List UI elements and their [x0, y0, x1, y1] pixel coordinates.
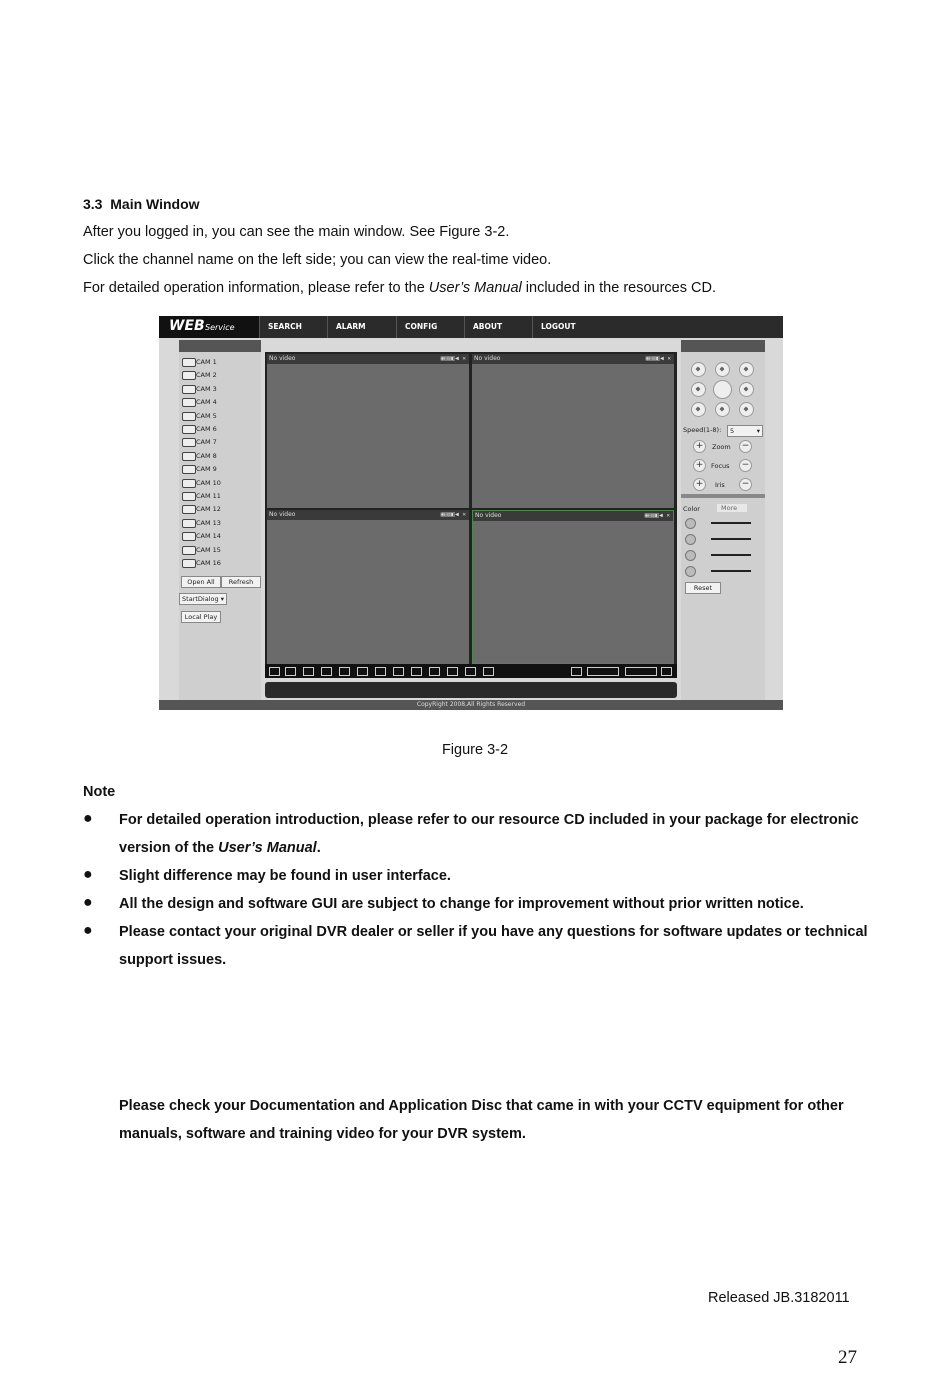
section-heading	[83, 196, 200, 212]
start-dialog-select[interactable]	[179, 593, 227, 605]
camera-list-item[interactable]	[179, 383, 259, 395]
camera-list-item[interactable]	[179, 436, 259, 448]
contrast-slider[interactable]	[711, 538, 751, 540]
layout-25-icon[interactable]	[465, 667, 476, 676]
ptz-up-icon[interactable]	[715, 362, 730, 377]
bullet-icon: ●	[83, 894, 93, 911]
camera-label: CAM 10	[196, 478, 221, 487]
hue-icon	[685, 566, 696, 577]
camera-icon	[182, 532, 196, 541]
no-video-label: No video	[269, 355, 296, 362]
camera-list-item[interactable]	[179, 410, 259, 422]
toolbar-icon[interactable]	[571, 667, 582, 676]
ptz-up-right-icon[interactable]	[739, 362, 754, 377]
chevron-down-icon: ▾	[220, 595, 224, 603]
camera-icon	[182, 519, 196, 528]
no-video-label: No video	[475, 512, 502, 519]
ptz-down-right-icon[interactable]	[739, 402, 754, 417]
ptz-right-icon[interactable]	[739, 382, 754, 397]
layout-13-icon[interactable]	[411, 667, 422, 676]
camera-icon	[182, 465, 196, 474]
web-service-logo	[159, 316, 259, 338]
camera-label: CAM 9	[196, 465, 217, 474]
camera-label: CAM 1	[196, 358, 217, 366]
saturation-icon	[685, 550, 696, 561]
section-title: Main Window	[110, 196, 200, 212]
paragraph-3-text: For detailed operation information, please refer to the	[83, 280, 429, 296]
channel-panel	[179, 340, 261, 700]
camera-list-item[interactable]	[179, 490, 259, 502]
menu-config[interactable]: CONFIG	[396, 316, 464, 338]
camera-label: CAM 11	[196, 492, 221, 500]
note-bullet-1-tail: .	[316, 840, 321, 856]
camera-label: CAM 7	[196, 438, 217, 447]
layout-20-icon[interactable]	[447, 667, 458, 676]
camera-icon	[182, 438, 196, 447]
logo-word: WEB	[169, 318, 205, 334]
release-code: Released JB.3182011	[708, 1290, 850, 1306]
layout-16-icon[interactable]	[429, 667, 440, 676]
speed-label: Speed(1-8):	[683, 426, 722, 434]
figure-caption: Figure 3-2	[441, 742, 509, 758]
menu-search[interactable]: SEARCH	[259, 316, 327, 338]
ptz-down-left-icon[interactable]	[691, 402, 706, 417]
pane-controls-icon[interactable]: ▣▤▥◧◀ ✕	[644, 512, 670, 519]
camera-list-item[interactable]	[179, 477, 259, 489]
ptz-panel	[681, 340, 765, 700]
camera-label: CAM 8	[196, 451, 217, 460]
page-number: 27	[838, 1347, 857, 1368]
speed-select[interactable]	[727, 425, 763, 437]
quality-select-icon[interactable]	[625, 667, 657, 676]
iris-close-icon[interactable]: −	[739, 478, 752, 491]
bullet-icon: ●	[83, 922, 93, 939]
reset-button[interactable]: Reset	[685, 582, 721, 594]
manual-title: User’s Manual	[218, 840, 317, 856]
video-pane-3[interactable]	[267, 510, 469, 664]
camera-icon	[182, 358, 196, 367]
camera-list-item[interactable]	[179, 356, 259, 368]
ptz-center-icon[interactable]	[713, 380, 732, 399]
camera-icon	[182, 412, 196, 421]
camera-list-item[interactable]	[179, 557, 259, 569]
camera-list-item[interactable]	[179, 423, 259, 435]
video-pane-bar	[473, 511, 673, 521]
hue-slider[interactable]	[711, 570, 751, 572]
camera-list-item[interactable]	[179, 517, 259, 529]
zoom-in-icon[interactable]: +	[693, 440, 706, 453]
camera-label: CAM 15	[196, 545, 221, 554]
note-heading: Note	[83, 784, 116, 800]
focus-out-icon[interactable]: −	[739, 459, 752, 472]
paragraph-2: Click the channel name on the left side; you can view the real-time video.	[83, 252, 552, 268]
pane-controls-icon[interactable]: ▣▤▥◧◀ ✕	[440, 511, 466, 518]
toolbar-icon[interactable]	[269, 667, 280, 676]
chevron-down-icon: ▾	[756, 427, 760, 435]
layout-1-icon[interactable]	[321, 667, 332, 676]
divider	[681, 494, 765, 498]
camera-icon	[182, 398, 196, 407]
camera-icon	[182, 425, 196, 434]
camera-label: CAM 6	[196, 425, 217, 433]
video-pane-bar	[472, 354, 674, 364]
camera-label: CAM 12	[196, 505, 221, 514]
refresh-button[interactable]: Refresh	[221, 576, 261, 588]
camera-label: CAM 13	[196, 518, 221, 527]
stream-select-icon[interactable]	[587, 667, 619, 676]
camera-list-item[interactable]	[179, 450, 259, 462]
camera-list-item[interactable]	[179, 530, 259, 542]
focus-label: Focus	[711, 462, 730, 470]
ptz-left-icon[interactable]	[691, 382, 706, 397]
logo-sub: Service	[205, 323, 235, 332]
camera-icon	[182, 452, 196, 461]
start-dialog-label: StartDialog	[182, 595, 219, 603]
camera-icon	[182, 559, 196, 568]
camera-icon	[182, 505, 196, 514]
camera-icon	[182, 492, 196, 501]
speed-value: 5	[730, 427, 735, 435]
section-number: 3.3	[83, 196, 103, 212]
camera-icon	[182, 385, 196, 394]
no-video-label: No video	[474, 355, 501, 362]
web-client-screenshot	[159, 316, 783, 710]
menu-about[interactable]: ABOUT	[464, 316, 532, 338]
top-menu-bar	[159, 316, 783, 338]
toolbar-icon[interactable]	[661, 667, 672, 676]
pane-controls-icon[interactable]: ▣▤▥◧◀ ✕	[645, 355, 671, 362]
open-all-button[interactable]: Open All	[181, 576, 221, 588]
brightness-slider[interactable]	[711, 522, 751, 524]
documentation-notice: Please check your Documentation and Application Disc that came in with your CCTV equipment for other manuals, software and training video for your DVR system.	[119, 1098, 844, 1142]
no-video-label: No video	[269, 511, 296, 518]
manual-title: User’s Manual	[428, 280, 522, 296]
camera-label: CAM 14	[196, 532, 221, 541]
camera-label: CAM 4	[196, 398, 217, 407]
bullet-icon: ●	[83, 810, 93, 827]
video-pane-2[interactable]	[472, 354, 674, 508]
layout-6-icon[interactable]	[357, 667, 368, 676]
ptz-panel-header	[681, 340, 765, 352]
local-play-button[interactable]: Local Play	[181, 611, 221, 623]
camera-label: CAM 2	[196, 371, 217, 380]
paragraph-1: After you logged in, you can see the main window. See Figure 3-2.	[83, 224, 510, 240]
camera-icon	[182, 479, 196, 488]
layout-4-icon[interactable]	[339, 667, 350, 676]
contrast-icon	[685, 534, 696, 545]
layout-36-icon[interactable]	[483, 667, 494, 676]
paragraph-3	[83, 280, 716, 296]
iris-label: Iris	[715, 481, 725, 489]
layout-9-icon[interactable]	[393, 667, 404, 676]
camera-list-item[interactable]	[179, 503, 259, 515]
tab-more[interactable]: More	[717, 504, 747, 512]
camera-label: CAM 5	[196, 411, 217, 420]
zoom-out-icon[interactable]: −	[739, 440, 752, 453]
channel-panel-header	[179, 340, 261, 352]
note-bullet-3: All the design and software GUI are subject to change for improvement without prior written notice.	[119, 896, 804, 912]
camera-list-item[interactable]	[179, 369, 259, 381]
video-pane-bar	[267, 510, 469, 520]
video-toolbar	[265, 664, 677, 678]
iris-open-icon[interactable]: +	[693, 478, 706, 491]
camera-list-item[interactable]	[179, 396, 259, 408]
ptz-up-left-icon[interactable]	[691, 362, 706, 377]
camera-label: CAM 3	[196, 384, 217, 393]
video-pane-4[interactable]	[472, 510, 674, 664]
fullscreen-icon[interactable]	[303, 667, 314, 676]
menu-alarm[interactable]: ALARM	[327, 316, 396, 338]
bullet-icon: ●	[83, 866, 93, 883]
camera-icon	[182, 371, 196, 380]
note-bullet-1	[119, 806, 879, 862]
camera-list-item[interactable]	[179, 463, 259, 475]
tab-color[interactable]: Color	[683, 505, 700, 513]
focus-in-icon[interactable]: +	[693, 459, 706, 472]
camera-label: CAM 16	[196, 559, 221, 567]
camera-list-item[interactable]	[179, 544, 259, 556]
note-bullet-4: Please contact your original DVR dealer or seller if you have any questions for software updates or technical support issues.	[119, 924, 868, 968]
pane-controls-icon[interactable]: ▣▤▥◧◀ ✕	[440, 355, 466, 362]
note-bullet-1-text: For detailed operation introduction, please refer to our resource CD included in your package for electronic version of the	[119, 812, 859, 856]
zoom-label: Zoom	[712, 443, 731, 451]
menu-logout[interactable]: LOGOUT	[532, 316, 600, 338]
ptz-down-icon[interactable]	[715, 402, 730, 417]
brightness-icon	[685, 518, 696, 529]
camera-icon	[182, 546, 196, 555]
toolbar-icon[interactable]	[285, 667, 296, 676]
video-grid	[265, 352, 677, 678]
layout-8-icon[interactable]	[375, 667, 386, 676]
video-status-bar	[265, 682, 677, 698]
video-pane-1[interactable]	[267, 354, 469, 508]
copyright-bar: CopyRight 2008,All Rights Reserved	[159, 700, 783, 710]
video-pane-bar	[267, 354, 469, 364]
note-bullet-2: Slight difference may be found in user interface.	[119, 868, 451, 884]
paragraph-3-tail: included in the resources CD.	[521, 280, 716, 296]
saturation-slider[interactable]	[711, 554, 751, 556]
